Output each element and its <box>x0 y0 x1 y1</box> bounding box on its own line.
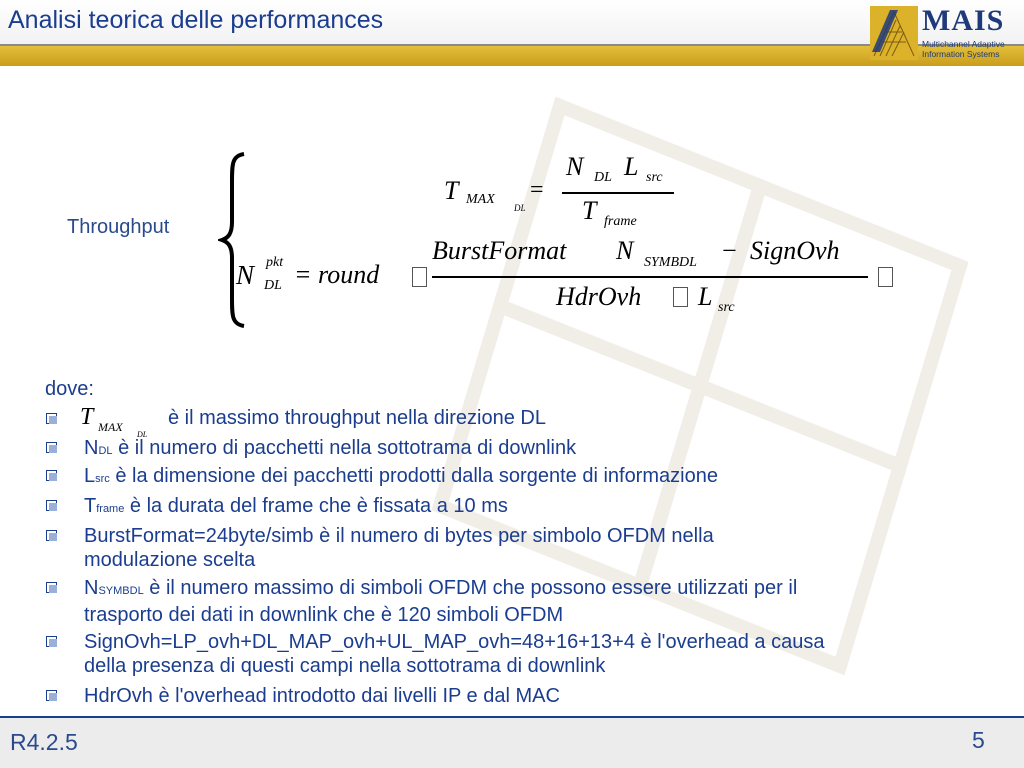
logo-cells-icon <box>870 6 918 60</box>
bullet-2-text: NDL è il numero di pacchetti nella sottotrama di downlink <box>84 437 577 459</box>
logo-wordmark: MAIS <box>922 4 1005 37</box>
bullet-6-text: NSYMBDL è il numero massimo di simboli OFDM che possono essere utilizzati per il trasporto dei dati in downlink che è 120 simboli OFDM <box>84 577 798 626</box>
left-brace-icon <box>218 152 248 328</box>
bullet-7-text: SignOvh=LP_ovh+DL_MAP_ovh+UL_MAP_ovh=48+16+13+4 è l'overhead a causa della presenza di questi campi nella sottotrama di downlink <box>84 631 825 677</box>
numerator-l-sub: src <box>646 170 663 185</box>
bullet-1-sub: MAX <box>98 420 123 434</box>
npkt-sup: pkt <box>266 255 284 270</box>
bullet-icon <box>46 530 57 541</box>
minus-sign: − <box>722 236 737 265</box>
bullet-icon <box>46 690 57 701</box>
denominator-t-sub: frame <box>604 214 637 229</box>
bullet-1-subsub: DL <box>137 430 148 439</box>
numerator-n: N <box>566 152 584 181</box>
footer-bar <box>0 716 1024 768</box>
npkt-sub: DL <box>264 278 282 293</box>
footer-divider <box>0 716 1024 718</box>
equals-sign: = <box>530 177 544 203</box>
numerator-l: L <box>624 152 639 181</box>
round-function: = round <box>294 260 380 289</box>
missing-glyph-left <box>412 267 427 287</box>
missing-glyph-right <box>878 267 893 287</box>
mais-logo <box>870 6 1020 60</box>
logo-subtitle-line1: Multichannel Adaptive <box>922 39 1005 49</box>
tmax-symbol: T <box>444 176 459 205</box>
bullet-icon <box>46 413 57 424</box>
slide-title: Analisi teorica delle performances <box>8 6 384 34</box>
intro-text: dove: <box>45 378 94 400</box>
bullet-1-symbol: T <box>80 404 94 430</box>
bullet-5-text: BurstFormat=24byte/simb è il numero di bytes per simbolo OFDM nella modulazione scelta <box>84 525 714 571</box>
bullet-1-text: è il massimo throughput nella direzione DL <box>168 407 546 429</box>
missing-glyph-mid <box>673 287 688 307</box>
lsrc-symbol: L <box>698 282 713 311</box>
tmax-sub: MAX <box>466 192 495 207</box>
hdr-ovh: HdrOvh <box>556 282 642 311</box>
lsrc-sub: src <box>718 300 735 315</box>
bullet-8-text: HdrOvh è l'overhead introdotto dai livelli IP e dal MAC <box>84 685 560 707</box>
bullet-3-text: Lsrc è la dimensione dei pacchetti prodotti dalla sorgente di informazione <box>84 465 718 487</box>
bullet-icon <box>46 636 57 647</box>
logo-subtitle <box>922 39 1005 59</box>
numerator-n-sub: DL <box>594 170 612 185</box>
bullet-icon <box>46 582 57 593</box>
nsymbdl-symbol: N <box>616 236 634 265</box>
document-code: R4.2.5 <box>10 729 78 755</box>
throughput-label: Throughput <box>67 216 170 238</box>
sign-ovh: SignOvh <box>750 236 840 265</box>
bullet-icon <box>46 470 57 481</box>
fraction-line-2 <box>432 276 868 278</box>
logo-subtitle-line2: Information Systems <box>922 49 1000 59</box>
nsymbdl-sub: SYMBDL <box>644 255 697 270</box>
denominator-t: T <box>582 196 597 225</box>
burst-format: BurstFormat <box>432 236 567 265</box>
bullet-icon <box>46 442 57 453</box>
bullet-icon <box>46 500 57 511</box>
npkt-symbol: N <box>236 260 255 290</box>
bullet-4-text: Tframe è la durata del frame che è fissata a 10 ms <box>84 495 508 517</box>
page-number: 5 <box>972 727 985 753</box>
fraction-line-1 <box>562 192 674 194</box>
tmax-subsub: DL <box>514 203 526 213</box>
